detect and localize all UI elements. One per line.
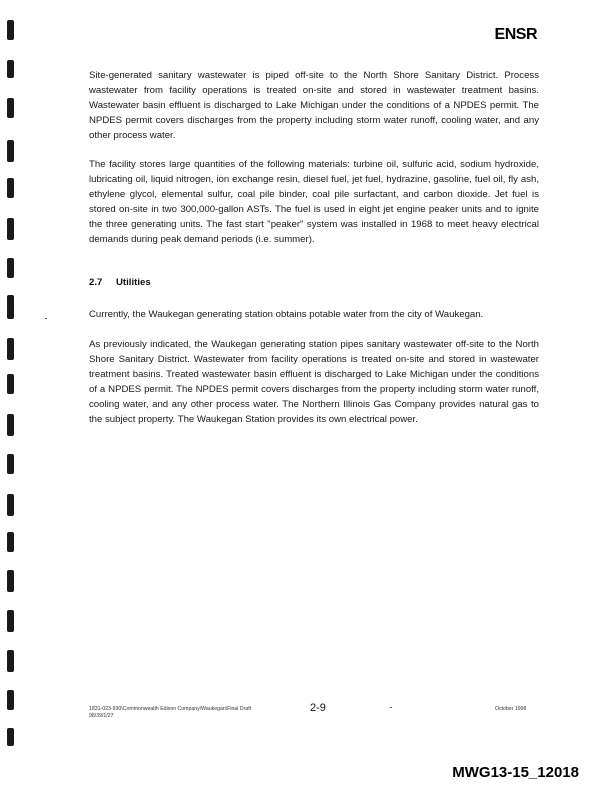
section-heading xyxy=(89,277,151,288)
scan-speck xyxy=(45,318,47,319)
paragraph-utilities: As previously indicated, the Waukegan generating station pipes sanitary wastewater off-site to the North Shore Sanitary District. Wastewater from facility operations is treated on-site and stored in wastewater treatment basins. Treated wastewater basin effluent is discharged to Lake Michigan under the conditions of a NPDES permit. The NPDES permit covers discharges from the property including storm water runoff, cooling water, and any other process water. The Northern Illinois Gas Company provides natural gas to the subject property. The Waukegan Station provides its own electrical power. xyxy=(89,339,539,425)
page-number: 2-9 xyxy=(310,702,326,714)
footer-date: October 1998 xyxy=(495,706,527,712)
paragraph-materials: The facility stores large quantities of the following materials: turbine oil, sulfuric acid, sodium hydroxide, lubricating oil, liquid nitrogen, ion exchange resin, diesel fuel, jet fuel, hydrazine, gasoline, fuel oil, fly ash, ethylene glycol, elemental sulfur, coal pile binder, coal pile surfactant, and carbon dioxide. Jet fuel is stored on-site in two 300,000-gallon ASTs. The fuel is used in eight jet engine peaker units and to ignite the three generating units. The fast start "peaker" system was installed in 1968 to meet heavy electrical demands during peak demand periods (i.e. summer). xyxy=(89,159,539,245)
section-title: Utilities xyxy=(116,277,151,288)
paragraph-wastewater: Site-generated sanitary wastewater is piped off-site to the North Shore Sanitary District. Process wastewater from facility operations is treated on-site and stored in wastewater treatment basins. Wastewater basin effluent is discharged to Lake Michigan under the conditions of a NPDES permit. The NPDES permit covers discharges from the property including storm water runoff, cooling water, and any other process water. xyxy=(89,70,539,141)
paragraph-potable-water: Currently, the Waukegan generating station obtains potable water from the city of Waukegan. xyxy=(89,309,484,320)
footer-code-line: 98/39/1/27 xyxy=(89,713,114,719)
section-number: 2.7 xyxy=(89,277,103,288)
footer-file-path xyxy=(89,706,251,720)
scan-speck xyxy=(390,707,392,708)
document-id-stamp: MWG13-15_12018 xyxy=(452,764,579,781)
footer-path-line: 1831-023-930\Commonwealth Edison Company\Waukegan\Final Draft xyxy=(89,706,252,712)
company-logo: ENSR xyxy=(494,26,537,43)
